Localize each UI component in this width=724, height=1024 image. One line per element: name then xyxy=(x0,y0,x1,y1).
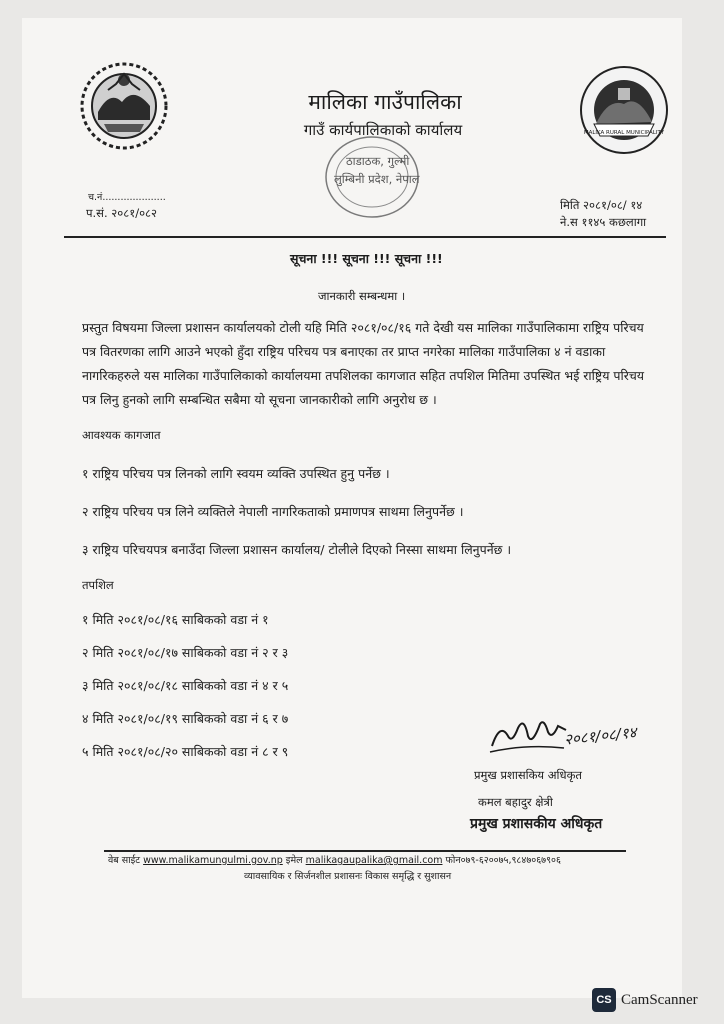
stamp-address-line2: लुम्बिनी प्रदेश, नेपाल xyxy=(334,172,420,186)
notice-subject: जानकारी सम्बन्धमा । xyxy=(318,289,406,303)
svg-text:MALIKA RURAL MUNICIPALITY: MALIKA RURAL MUNICIPALITY xyxy=(583,130,665,136)
reference-number: च.नं..................... xyxy=(88,192,166,203)
schedule-item-3: ३ मिति २०८१/०८/१८ साबिकको वडा नं ४ र ५ xyxy=(82,678,289,693)
footer-contacts xyxy=(108,853,628,866)
schedule-item-2: २ मिति २०८१/०८/१७ साबिकको वडा नं २ र ३ xyxy=(82,645,289,660)
camscanner-label: CamScanner xyxy=(621,991,698,1008)
footer-divider xyxy=(104,850,626,852)
email-label: इमेल xyxy=(285,855,303,866)
document-item-2: २ राष्ट्रिय परिचय पत्र लिने व्यक्तिले नेपाली नागरिकताको प्रमाणपत्र साथमा लिनुपर्नेछ । xyxy=(82,504,464,519)
signatory-name: कमल बहादुर क्षेत्री xyxy=(478,795,553,809)
signatory-title: प्रमुख प्रशासकिय अधिकृत xyxy=(474,768,582,782)
malika-municipality-logo xyxy=(578,64,670,156)
notice-body: प्रस्तुत विषयमा जिल्ला प्रशासन कार्यालयको टोली यहि मिति २०८१/०८/१६ गते देखी यस मालिका गाउँपालिकामा राष्ट्रिय परिचय पत्र वितरणका लागि आउने भएको हुँदा राष्ट्रिय परिचय पत्र बनाएका तर प्राप्त नगरेका मालिका गाउँपालिका ४ नं वडाका नागरिकहरुले यस मालिका गाउँपालिकाको कार्यालयमा तपशिलका कागजात सहित तपशिल मितिमा उपस्थित भई राष्ट्रिय परिचय पत्र लिनु हुनको लागि सम्बन्धित सबैमा यो सूचना जानकारीको लागि अनुरोध छ । xyxy=(82,320,645,407)
website-link[interactable]: www.malikamungulmi.gov.np xyxy=(143,855,283,866)
schedule-item-1: १ मिति २०८१/०८/१६ साबिकको वडा नं १ xyxy=(82,612,269,627)
footer-slogan: व्यावसायिक र सिर्जनशील प्रशासनः विकास समृद्धि र सुशासन xyxy=(244,871,452,882)
schedule-item-4: ४ मिति २०८१/०८/१९ साबिकको वडा नं ६ र ७ xyxy=(82,711,289,726)
office-subtitle: गाउँ कार्यपालिकाको कार्यालय xyxy=(303,121,463,139)
office-title: मालिका गाउँपालिका xyxy=(308,90,462,114)
issue-date: मिति २०८१/०८/ १४ xyxy=(560,198,643,212)
nepal-sambat-date: ने.स ११४५ कछलागा xyxy=(560,215,647,229)
notice-heading: सूचना !!! सूचना !!! सूचना !!! xyxy=(290,251,443,266)
documents-heading: आवश्यक कागजात xyxy=(82,428,161,442)
email-link[interactable]: malikagaupalika@gmail.com xyxy=(305,855,443,866)
nepal-government-emblem xyxy=(78,60,170,152)
signature-date-handwriting: २०८१/०८/१४ xyxy=(563,723,638,749)
stamp-address-line1: ठाडाठक, गुल्मी xyxy=(346,154,410,168)
signatory-stamp-title: प्रमुख प्रशासकीय अधिकृत xyxy=(470,816,603,832)
schedule-item-5: ५ मिति २०८१/०८/२० साबिकको वडा नं ८ र ९ xyxy=(82,744,289,759)
header-divider xyxy=(64,236,666,238)
website-label: वेब साईट xyxy=(108,855,141,866)
camscanner-watermark xyxy=(592,988,698,1012)
camscanner-icon: CS xyxy=(592,988,616,1012)
document-item-1: १ राष्ट्रिय परिचय पत्र लिनको लागि स्वयम व्यक्ति उपस्थित हुनु पर्नेछ । xyxy=(82,466,390,481)
document-item-3: ३ राष्ट्रिय परिचयपत्र बनाउँदा जिल्ला प्रशासन कार्यालय/ टोलीले दिएको निस्सा साथमा लिनुपर्नेछ । xyxy=(82,542,512,557)
phone-numbers: फोन०७९-६२००७५,९८४७०६७९०६ xyxy=(445,855,561,866)
schedule-heading: तपशिल xyxy=(82,578,114,592)
fiscal-year: प.सं. २०८१/०८२ xyxy=(86,206,158,220)
